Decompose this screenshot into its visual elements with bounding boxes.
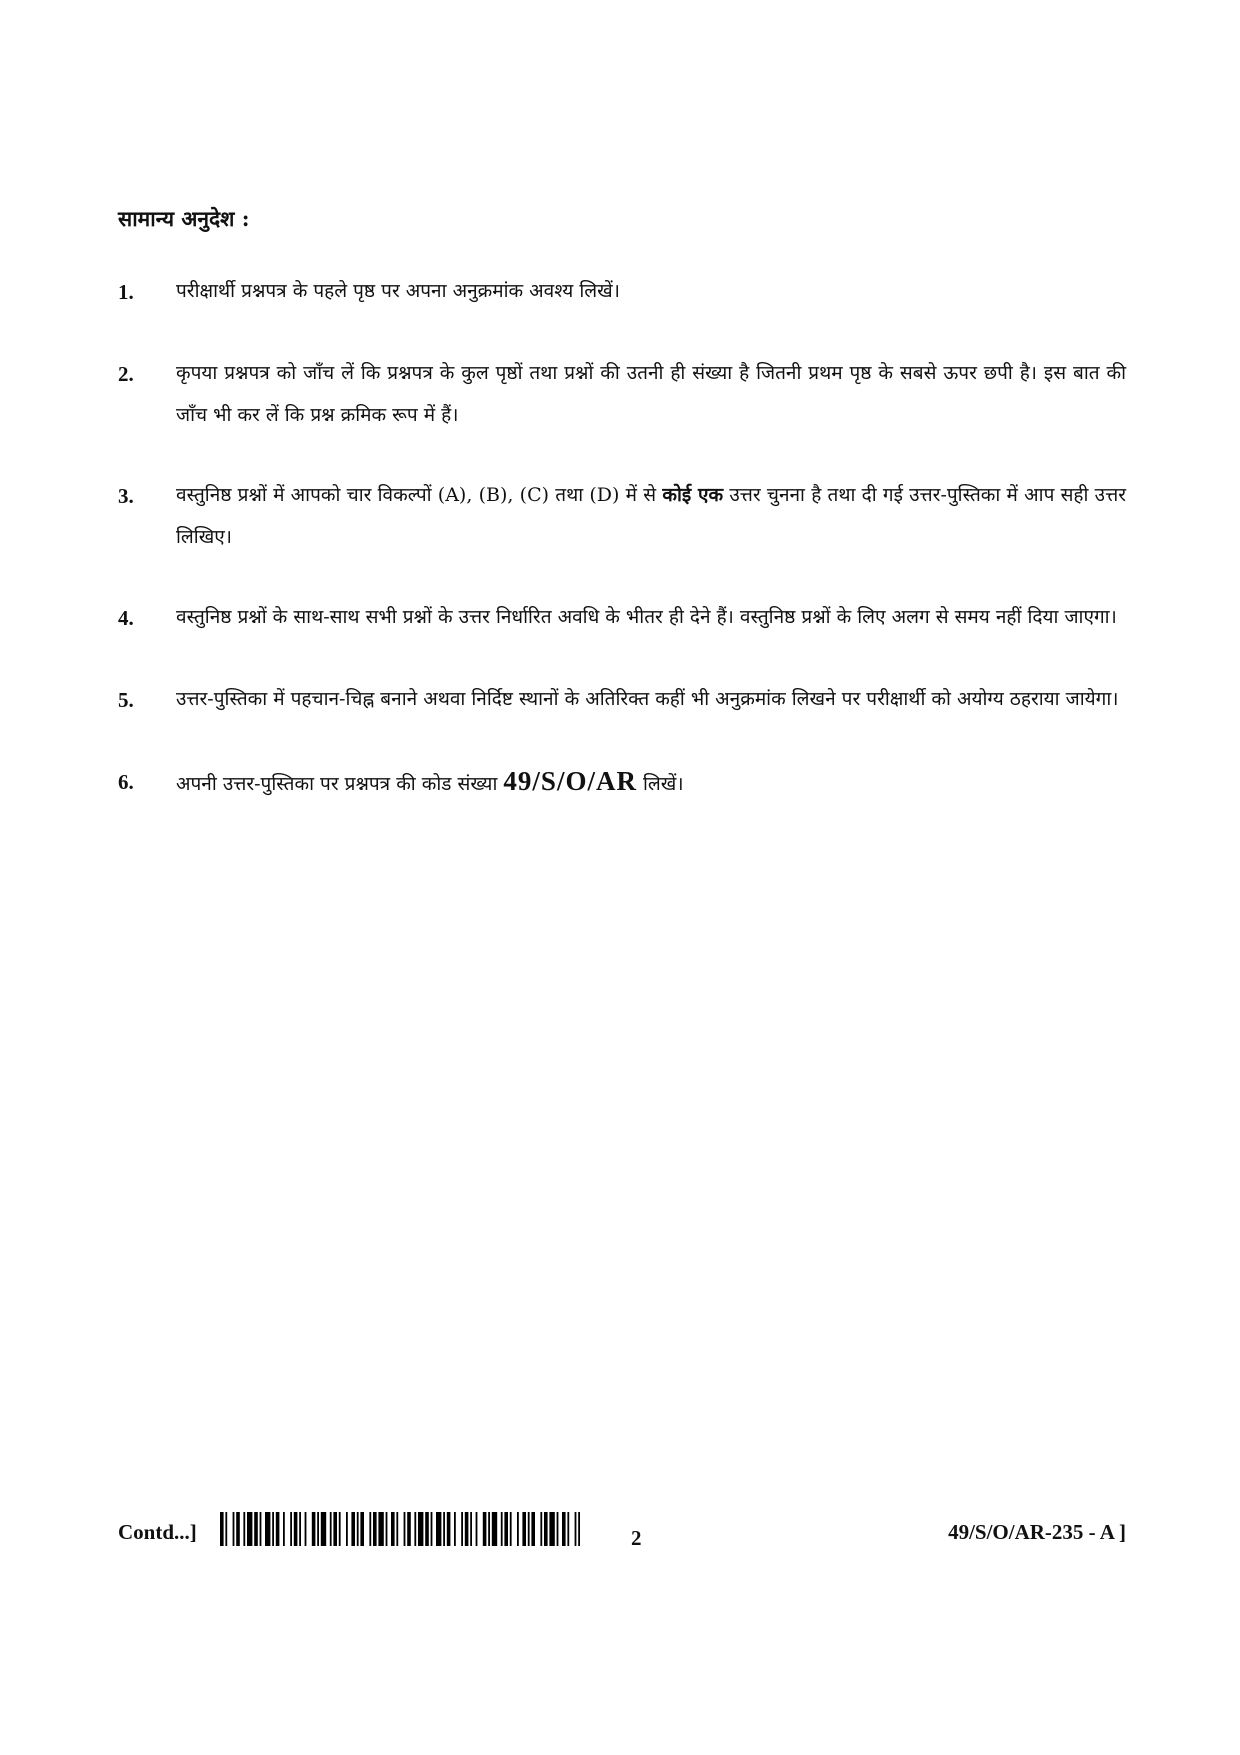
instructions-list [118,270,1126,843]
instruction-text-part: उत्तर चुनना है तथा दी गई उत्तर-पुस्तिका में आप सही उत्तर लिखिए। [176,484,1126,548]
barcode-bar [391,1512,395,1546]
barcode-bar [233,1512,235,1546]
instruction-item [118,352,1126,436]
barcode-bar [476,1512,478,1546]
barcode-bar [272,1512,274,1546]
barcode-bar [260,1512,262,1546]
barcode-bar [431,1512,433,1546]
barcode-bar [236,1512,240,1546]
barcode [220,1512,580,1546]
barcode-bar [333,1512,337,1546]
barcode-bar [447,1512,451,1546]
barcode-bar [504,1512,508,1546]
barcode-bar [517,1512,519,1546]
barcode-bar [528,1512,530,1546]
general-instructions-heading: सामान्य अनुदेश : [118,206,250,231]
barcode-bar [220,1512,224,1546]
barcode-bar [510,1512,512,1546]
barcode-bar [290,1512,292,1546]
barcode-bar [299,1512,301,1546]
barcode-bar [549,1512,554,1546]
barcode-bar [369,1512,371,1546]
barcode-bar [418,1512,423,1546]
barcode-bar [544,1512,548,1546]
barcode-bar [488,1512,490,1546]
barcode-bar [396,1512,398,1546]
instruction-text [176,474,1126,558]
barcode-bar [276,1512,280,1546]
barcode-bar [567,1512,569,1546]
barcode-bar [575,1512,577,1546]
barcode-bar [522,1512,526,1546]
barcode-bar [492,1512,497,1546]
barcode-bar [378,1512,383,1546]
barcode-bar [254,1512,258,1546]
instruction-text-part: लिखें। [636,773,684,795]
barcode-bar [330,1512,332,1546]
instruction-text [176,760,1126,805]
barcode-bar [454,1512,456,1546]
page-footer [118,1512,1126,1552]
instruction-text: परीक्षार्थी प्रश्नपत्र के पहले पृष्ठ पर अपना अनुक्रमांक अवश्य लिखें। [176,280,620,302]
paper-code: 49/S/O/AR-235 - A ] [948,1520,1126,1544]
barcode-bar [404,1512,406,1546]
barcode-bar [501,1512,503,1546]
instruction-item [118,474,1126,558]
instruction-text: उत्तर-पुस्तिका में पहचान-चिह्न बनाने अथवा निर्दिष्ट स्थानों के अतिरिक्त कहीं भी अनुक्रमांक लिखने पर परीक्षार्थी को अयोग्य ठहराया जायेगा। [176,688,1119,710]
barcode-bar [321,1512,326,1546]
instruction-text: वस्तुनिष्ठ प्रश्नों के साथ-साथ सभी प्रश्नों के उत्तर निर्धारित अवधि के भीतर ही देने हैं। वस्तुनिष्ठ प्रश्नों के लिए अलग से समय नहीं दिया जाएगा। [176,606,1117,628]
continued-label: Contd...] [118,1520,197,1544]
barcode-bar [578,1512,580,1546]
barcode-bar [540,1512,542,1546]
barcode-bar [470,1512,472,1546]
barcode-bar [557,1512,559,1546]
barcode-bar [339,1512,341,1546]
barcode-bar [317,1512,319,1546]
page-number: 2 [631,1526,642,1550]
instruction-text-part: अपनी उत्तर-पुस्तिका पर प्रश्नपत्र की कोड संख्या [176,773,504,795]
barcode-bar [414,1512,416,1546]
barcode-bar [360,1512,364,1546]
instruction-item [118,760,1126,805]
instruction-item [118,596,1126,640]
barcode-bar [312,1512,316,1546]
barcode-bar [294,1512,298,1546]
barcode-bar [461,1512,463,1546]
barcode-bar [443,1512,445,1546]
instruction-emphasis: कोई एक [662,484,724,506]
instruction-number: 3. [118,484,134,508]
instruction-text-part: वस्तुनिष्ठ प्रश्नों में आपको चार विकल्पों (A), (B), (C) तथा (D) में से [176,484,663,506]
barcode-bar [243,1512,245,1546]
barcode-bar [351,1512,355,1546]
instruction-number: 1. [118,280,134,304]
instruction-text: कृपया प्रश्नपत्र को जाँच लें कि प्रश्नपत्र के कुल पृष्ठों तथा प्रश्नों की उतनी ही संख्या है जितनी प्रथम पृष्ठ के सबसे ऊपर छपी है। इस बात की जाँच भी कर लें कि प्रश्न क्रमिक रूप में हैं। [176,362,1126,426]
barcode-bar [483,1512,487,1546]
barcode-bar [247,1512,252,1546]
barcode-bar [305,1512,307,1546]
instruction-number: 6. [118,770,134,794]
barcode-bar [465,1512,469,1546]
barcode-bar [531,1512,535,1546]
barcode-bar [346,1512,348,1546]
barcode-bar [225,1512,227,1546]
barcode-bar [357,1512,359,1546]
instruction-item [118,678,1126,722]
barcode-bar [436,1512,441,1546]
instruction-number: 4. [118,606,134,630]
question-paper-code: 49/S/O/AR [503,766,637,796]
barcode-bar [265,1512,270,1546]
instruction-item [118,270,1126,314]
instruction-number: 5. [118,688,134,712]
barcode-bar [373,1512,377,1546]
instruction-number: 2. [118,362,134,386]
barcode-bar [386,1512,388,1546]
barcode-bar [407,1512,411,1546]
barcode-bar [425,1512,429,1546]
barcode-bar [283,1512,285,1546]
barcode-bar [562,1512,566,1546]
